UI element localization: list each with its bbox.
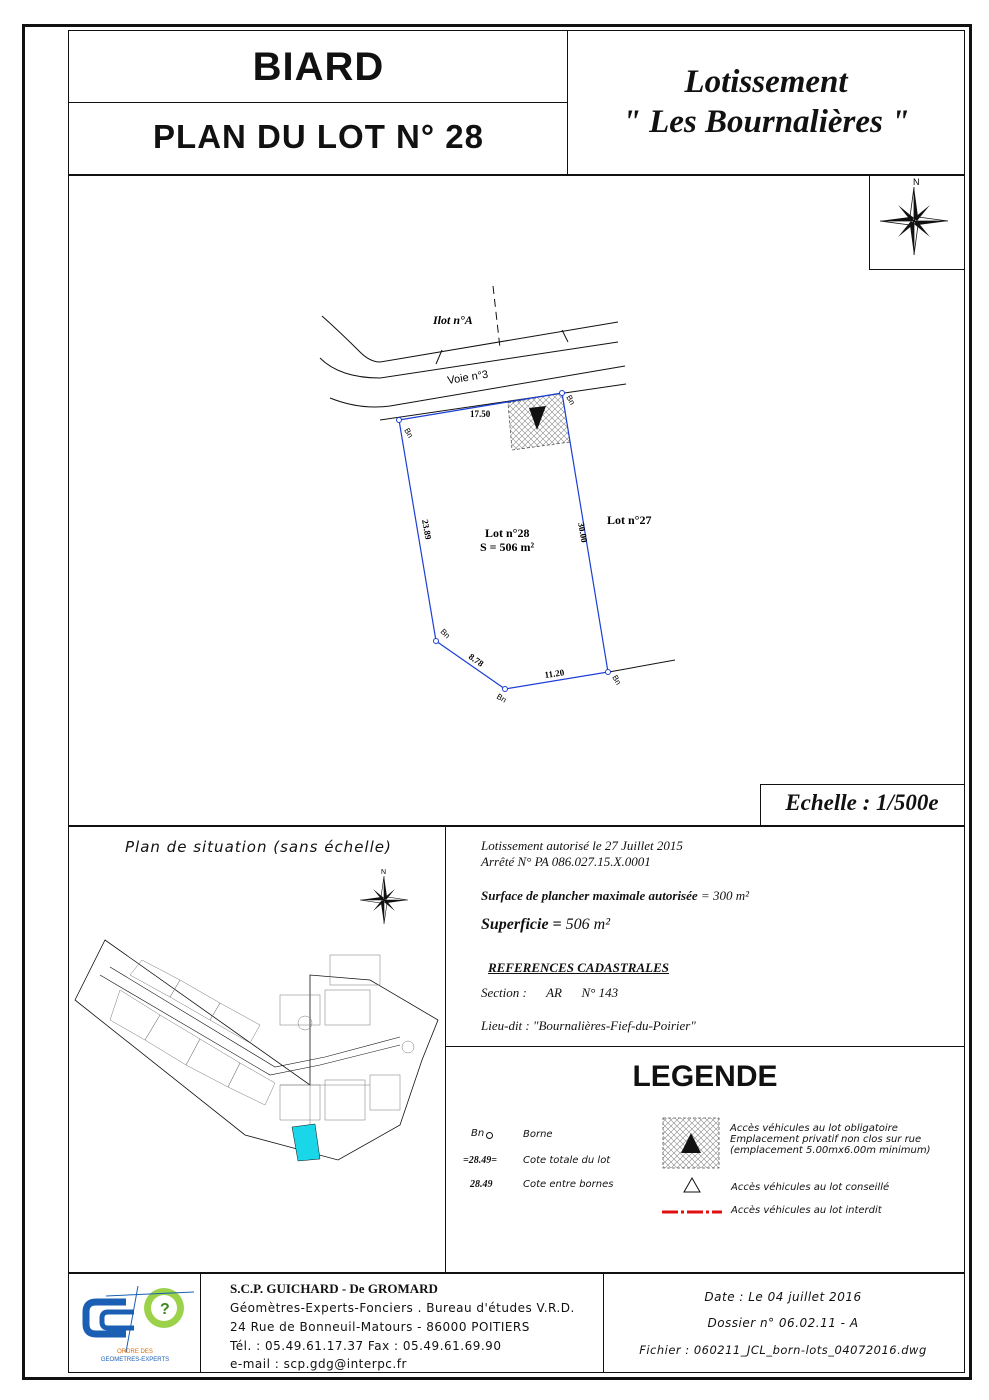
lot-surface-label: S = 506 m² [480, 540, 535, 554]
arrete-text: Arrêté N° PA 086.027.15.X.0001 [481, 854, 651, 869]
access-required-line1: Accès véhicules au lot obligatoire [730, 1123, 898, 1134]
lotissement-title [568, 62, 964, 142]
voie-label: Voie n°3 [446, 368, 490, 387]
borne-label-1: Bn [402, 426, 415, 440]
svg-text:?: ? [160, 1301, 170, 1318]
lotissement-line2: " Les Bournalières " [622, 104, 910, 140]
company-activity: Géomètres-Experts-Fonciers . Bureau d'études V.R.D. [230, 1301, 575, 1315]
superficie [481, 916, 610, 934]
legend-cote-totale-symbol: =28.49= [463, 1155, 497, 1166]
logo-text-2: GEOMETRES-EXPERTS [100, 1357, 170, 1363]
access-required-line2: Emplacement privatif non clos sur rue [730, 1134, 922, 1145]
legend-cote-bornes-symbol: 28.49 [470, 1179, 493, 1190]
scale-label: Echelle : 1/500e [785, 790, 939, 815]
dim-top: 17.50 [470, 409, 491, 419]
surface-plancher-label: Surface de plancher maximale autorisée [481, 888, 698, 903]
info-authorisation [481, 838, 683, 870]
access-forbidden-icon [662, 1208, 722, 1216]
neighbor-lot-label: Lot n°27 [607, 513, 652, 527]
logo-text-1: ORDRE DES [117, 1349, 153, 1355]
legend-borne-symbol [471, 1128, 493, 1139]
borne-label-4: Bn [495, 691, 508, 705]
lot-number-label: Lot n°28 [485, 526, 530, 540]
situation-compass-icon [358, 866, 410, 926]
situation-title: Plan de situation (sans échelle) [125, 838, 392, 856]
dim-bottom-right: 11.20 [543, 667, 565, 680]
borne-label-5: Bn [438, 627, 452, 641]
compass-rose-icon [872, 176, 962, 268]
legend-borne-label: Borne [523, 1129, 553, 1140]
access-required-line3: (emplacement 5.00mx6.00m minimum) [730, 1145, 931, 1156]
town-title: BIARD [252, 45, 385, 89]
borne-label-2: Bn [564, 393, 577, 407]
geometre-logo [76, 1282, 194, 1368]
ilot-label: Ilot n°A [433, 313, 473, 327]
company-phone: Tél. : 05.49.61.17.37 Fax : 05.49.61.69.90 [230, 1339, 502, 1353]
dim-bottom-left: 8.78 [466, 651, 486, 669]
dim-right: 30.00 [576, 521, 590, 544]
borne-label-3: Bn [610, 673, 623, 687]
company-name: S.C.P. GUICHARD - De GROMARD [230, 1281, 438, 1296]
borne-circle-icon [486, 1132, 493, 1139]
legend-cote-totale-label: Cote totale du lot [523, 1155, 611, 1166]
superficie-label: Superficie = [481, 916, 562, 933]
legend-cote-bornes-label: Cote entre bornes [523, 1179, 614, 1190]
compass-north-label: N [913, 177, 920, 187]
access-advised-icon [682, 1176, 702, 1194]
situation-north-label: N [381, 869, 387, 876]
footer-date: Date : Le 04 juillet 2016 [704, 1290, 862, 1304]
lotissement-line1: Lotissement [684, 64, 848, 100]
surface-plancher [481, 888, 749, 904]
lot-plan-title: PLAN DU LOT N° 28 [153, 118, 484, 155]
legend-access-forbidden: Accès véhicules au lot interdit [731, 1205, 882, 1216]
lieu-dit: Lieu-dit : "Bournalières-Fief-du-Poirier" [481, 1018, 696, 1033]
legend-access-advised: Accès véhicules au lot conseillé [731, 1182, 890, 1193]
company-address: 24 Rue de Bonneuil-Matours - 86000 POITIERS [230, 1320, 530, 1334]
cadastre-section: Section : AR N° 143 [481, 985, 619, 1000]
authorisation-text: Lotissement autorisé le 27 Juillet 2015 [481, 838, 683, 853]
footer-fichier: Fichier : 060211_JCL_born-lots_04072016.dwg [639, 1343, 927, 1357]
legend-title: LEGENDE [632, 1060, 778, 1093]
legend-access-required [730, 1123, 931, 1156]
access-required-icon [662, 1117, 720, 1169]
lot-plan-drawing [300, 280, 700, 710]
borne-symbol-text: Bn [471, 1128, 485, 1139]
company-email[interactable]: e-mail : scp.gdg@interpc.fr [230, 1357, 407, 1371]
surface-plancher-value: = 300 m² [697, 888, 749, 903]
situation-map [70, 935, 445, 1170]
footer-dossier: Dossier n° 06.02.11 - A [707, 1316, 859, 1330]
superficie-value: 506 m² [565, 916, 611, 933]
dim-left: 23.89 [420, 518, 434, 541]
cadastre-title: REFERENCES CADASTRALES [488, 960, 669, 975]
